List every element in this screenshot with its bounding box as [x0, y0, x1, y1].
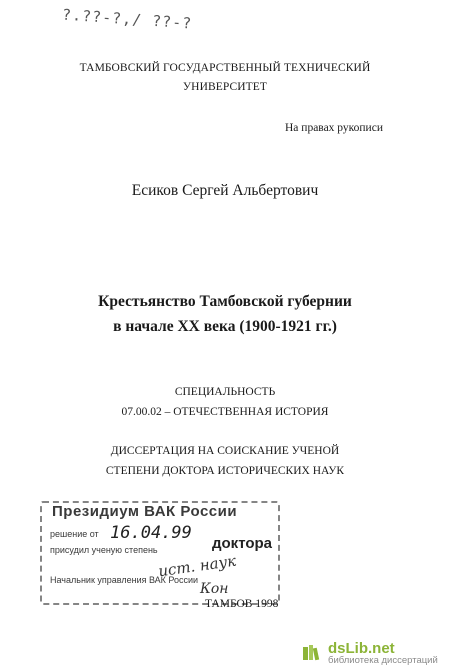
- handwritten-note: ?.??-?,/ ??-?: [61, 5, 193, 33]
- watermark-brand: dsLib.net: [328, 640, 395, 657]
- dissertation-line-2: СТЕПЕНИ ДОКТОРА ИСТОРИЧЕСКИХ НАУК: [105, 465, 345, 477]
- stamp-line-2: присудил ученую степень: [50, 545, 158, 555]
- stamp-line-1: решение от: [50, 529, 99, 539]
- university-line-1: ТАМБОВСКИЙ ГОСУДАРСТВЕННЫЙ ТЕХНИЧЕСКИЙ: [79, 62, 371, 74]
- stamp-line-3: Начальник управления ВАК России: [50, 575, 199, 585]
- watermark-tagline: библиотека диссертаций: [328, 655, 438, 666]
- university-name: [0, 59, 450, 97]
- rights-note: На правах рукописи: [285, 122, 383, 134]
- dissertation-degree: [0, 441, 450, 481]
- stamp-handwriting: ист. наук: [157, 551, 238, 581]
- specialty-block: [0, 382, 450, 422]
- stamp-signature: Кон: [200, 581, 229, 597]
- university-line-2: УНИВЕРСИТЕТ: [182, 81, 268, 93]
- dslib-watermark[interactable]: [302, 640, 447, 666]
- city-year: ТАМБОВ 1998: [205, 598, 279, 610]
- book-stack-icon: [302, 645, 324, 661]
- vak-stamp: [40, 495, 280, 605]
- dissertation-line-1: ДИССЕРТАЦИЯ НА СОИСКАНИЕ УЧЕНОЙ: [110, 445, 340, 457]
- stamp-date: 16.04.99: [110, 523, 192, 543]
- author-name: Есиков Сергей Альбертович: [131, 182, 319, 199]
- stamp-title: Президиум ВАК России: [52, 503, 238, 520]
- specialty-label: СПЕЦИАЛЬНОСТЬ: [174, 386, 276, 398]
- stamp-degree: доктора: [212, 535, 273, 552]
- dissertation-title: [0, 289, 450, 339]
- specialty-value: 07.00.02 – ОТЕЧЕСТВЕННАЯ ИСТОРИЯ: [121, 406, 329, 418]
- title-line-2: в начале XX века (1900-1921 гг.): [113, 318, 337, 335]
- title-line-1: Крестьянство Тамбовской губернии: [98, 293, 352, 310]
